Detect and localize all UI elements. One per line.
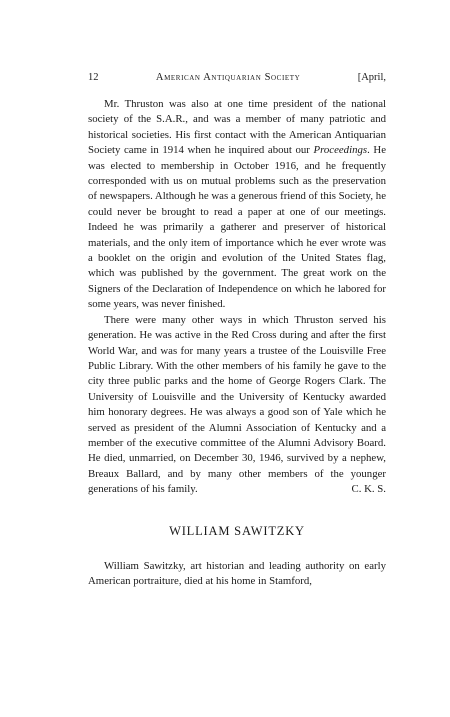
section-title: WILLIAM SAWITZKY xyxy=(169,523,305,538)
italic-title: Proceedings xyxy=(313,144,368,157)
paragraph-thruston-service xyxy=(88,313,386,498)
paragraph-text-start: Mr. Thruston was also at one time president of the national society of the S.A.R., and was a member of many patriotic and historical societies. His first contact with the American Antiquarian Society came in 1914 when he inquired about our xyxy=(88,98,386,157)
paragraph-text: William Sawitzky, art historian and leading authority on early American portraiture, died at his home in Stamford, xyxy=(88,559,386,587)
page-number: 12 xyxy=(88,72,99,83)
running-head xyxy=(88,72,386,83)
paragraph-text-end: . He was elected to membership in October 1916, and he frequently corresponded with us on mutual problems such as the preservation of newspapers. Although he was a generous friend of this Society, he could never be brought to read a paper at one of our meetings. Indeed he was primarily a gatherer and preserver of historical materials, and the only item of importance which he ever wrote was a booklet on the origin and evolution of the United States flag, which was published by the government. The great work on the Signers of the Declaration of Independence on which he labored for some years, was never finished. xyxy=(88,144,386,311)
paragraph-sawitzky-opening xyxy=(88,559,386,590)
page xyxy=(88,72,386,589)
paragraph-text: There were many other ways in which Thruston served his generation. He was active in the Red Cross during and after the first World War, and was for many years a trustee of the Louisville Free Public Library. With the other members of his family he gave to the city three public parks and the home of George Rogers Clark. The University of Louisville and the University of Kentucky awarded him honorary degrees. He was always a good son of Yale which he served as president of the Alumni Association of Kentucky and a member of the executive committee of the Alumni Advisory Board. He died, unmarried, on December 30, 1946, survived by a nephew, Breaux Ballard, and by many other members of the younger generations of his family. xyxy=(88,313,386,496)
paragraph-thruston-membership xyxy=(88,97,386,313)
issue-date: [April, xyxy=(357,72,386,83)
author-signature: C. K. S. xyxy=(351,483,386,496)
journal-title: American Antiquarian Society xyxy=(155,72,301,83)
